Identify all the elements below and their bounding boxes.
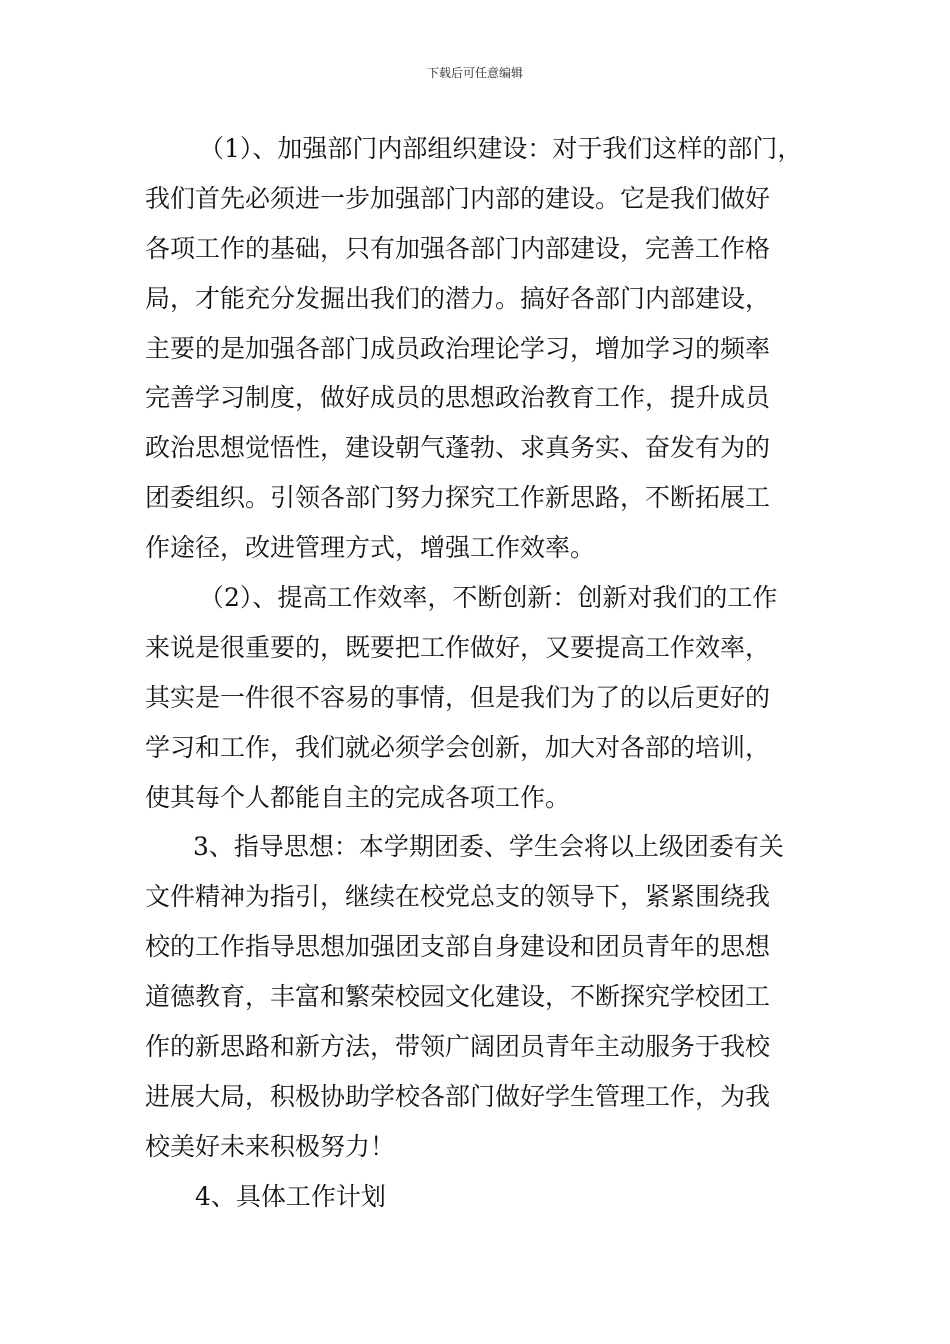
paragraph-1-line-6: 完善学习制度，做好成员的思想政治教育工作，提升成员 [145, 383, 771, 413]
paragraph-3-line-5: 作的新思路和新方法，带领广阔团员青年主动服务于我校 [145, 1032, 771, 1062]
document-body [145, 124, 810, 1222]
paragraph-1-line-7: 政治思想觉悟性，建设朝气蓬勃、求真务实、奋发有为的 [145, 433, 771, 463]
paragraph-1-line-3: 各项工作的基础，只有加强各部门内部建设，完善工作格 [145, 233, 771, 263]
paragraph-3-line-3: 校的工作指导思想加强团支部自身建设和团员青年的思想 [145, 932, 771, 962]
paragraph-2-line-2: 来说是很重要的，既要把工作做好，又要提高工作效率， [145, 632, 771, 662]
paragraph-3-line-7: 校美好未来积极努力！ [145, 1131, 396, 1161]
paragraph-1-line-4: 局，才能充分发掘出我们的潜力。搞好各部门内部建设， [145, 283, 771, 313]
paragraph-3-line-2: 文件精神为指引，继续在校党总支的领导下，紧紧围绕我 [145, 882, 771, 912]
paragraph-1-line-2: 我们首先必须进一步加强部门内部的建设。它是我们做好 [145, 183, 771, 213]
paragraph-2-line-4: 学习和工作，我们就必须学会创新，加大对各部的培训， [145, 732, 771, 762]
paragraph-3-line-6: 进展大局，积极协助学校各部门做好学生管理工作，为我 [145, 1081, 771, 1111]
paragraph-2-line-3: 其实是一件很不容易的事情，但是我们为了的以后更好的 [145, 682, 771, 712]
paragraph-3-line-1: 3、指导思想：本学期团委、学生会将以上级团委有关 [193, 832, 784, 862]
page-header: 下载后可任意编辑 [426, 66, 523, 80]
paragraph-1-line-1: （1）、加强部门内部组织建设：对于我们这样的部门， [199, 134, 803, 163]
paragraph-1-line-9: 作途径，改进管理方式，增强工作效率。 [145, 533, 596, 563]
paragraph-1-line-5: 主要的是加强各部门成员政治理论学习，增加学习的频率 [145, 333, 771, 363]
paragraph-3-line-4: 道德教育，丰富和繁荣校园文化建设，不断探究学校团工 [145, 982, 771, 1012]
paragraph-2-line-5: 使其每个人都能自主的完成各项工作。 [145, 782, 571, 812]
section-heading-work-plan: 4、具体工作计划 [195, 1181, 386, 1211]
paragraph-1-line-8: 团委组织。引领各部门努力探究工作新思路，不断拓展工 [145, 483, 771, 513]
paragraph-2-line-1: （2）、提高工作效率，不断创新：创新对我们的工作 [199, 583, 778, 613]
